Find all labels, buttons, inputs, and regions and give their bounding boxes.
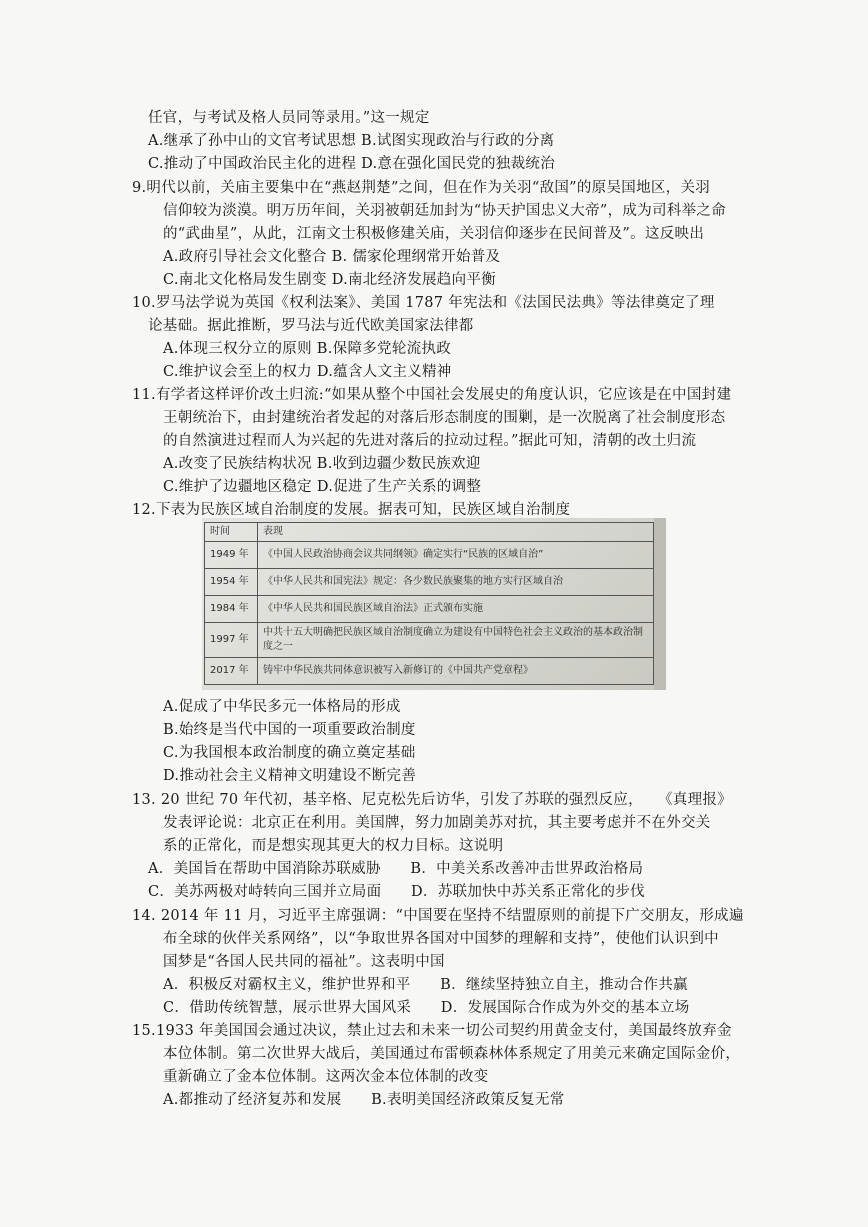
- table-header-row: [205, 523, 654, 542]
- table-row: [205, 658, 654, 685]
- table-header-cell: 表现: [258, 523, 654, 542]
- table-cell-event: 《中华人民共和国民族区域自治法》正式颁布实施: [258, 596, 654, 623]
- table-row: [205, 542, 654, 569]
- q12-option-b: B.始终是当代中国的一项重要政治制度: [163, 722, 416, 738]
- q8-options-cd: C.推动了中国政治民主化的进程 D.意在强化国民党的独裁统治: [148, 156, 556, 172]
- table-row: [205, 623, 654, 658]
- q9-stem-3: 的“武曲星”，从此，江南文士积极修建关庙，关羽信仰逐步在民间普及”。这反映出: [163, 226, 705, 242]
- q14-options-cd: C．借助传统智慧，展示世界大国风采 D．发展国际合作成为外交的基本立场: [163, 1000, 690, 1016]
- q13-stem-3: 系的正常化，而是想实现其更大的权力目标。这说明: [163, 838, 504, 854]
- q13-stem-1: 13. 20 世纪 70 年代初，基辛格、尼克松先后访华，引发了苏联的强烈反应， 《真理报》: [132, 792, 732, 808]
- table-cell-year: 1954 年: [205, 569, 258, 596]
- table-cell-year: 1949 年: [205, 542, 258, 569]
- table-cell-event: 《中华人民共和国宪法》规定：各少数民族聚集的地方实行区域自治: [258, 569, 654, 596]
- q15-stem-2: 本位体制。第二次世界大战后，美国通过布雷顿森林体系规定了用美元来确定国际金价，: [163, 1046, 741, 1062]
- q9-stem-2: 信仰较为淡漠。明万历年间，关羽被朝廷加封为“协天护国忠义大帝”，成为司科举之命: [163, 203, 727, 219]
- q13-options-cd: C．美苏两极对峙转向三国并立局面 D．苏联加快中苏关系正常化的步伐: [148, 884, 645, 900]
- table-cell-year: 2017 年: [205, 658, 258, 685]
- table-cell-year: 1984 年: [205, 596, 258, 623]
- q15-stem-3: 重新确立了金本位体制。这两次金本位体制的改变: [163, 1069, 489, 1085]
- q15-options-ab: A.都推动了经济复苏和发展 B.表明美国经济政策反复无常: [163, 1092, 565, 1108]
- q15-stem-1: 15.1933 年美国国会通过决议，禁止过去和未来一切公司契约用黄金支付，美国最终放弃金: [132, 1023, 732, 1039]
- q9-options-cd: C.南北文化格局发生剧变 D.南北经济发展趋向平衡: [163, 272, 497, 288]
- q14-stem-3: 国梦是“各国人民共同的福祉”。这表明中国: [163, 954, 445, 970]
- q8-stem-tail: 任官，与考试及格人员同等录用。”这一规定: [148, 110, 430, 126]
- q11-options-ab: A.改变了民族结构状况 B.收到边疆少数民族欢迎: [163, 456, 481, 472]
- table-cell-year: 1997 年: [205, 623, 258, 658]
- q10-options-cd: C.维护议会至上的权力 D.蕴含人文主义精神: [163, 364, 452, 380]
- q10-stem-2: 论基础。据此推断，罗马法与近代欧美国家法律都: [148, 318, 474, 334]
- q12-option-c: C.为我国根本政治制度的确立奠定基础: [163, 745, 416, 761]
- q14-stem-1: 14. 2014 年 11 月，习近平主席强调：“中国要在坚持不结盟原则的前提下广交朋友，形成遍: [132, 908, 744, 924]
- q12-option-a: A.促成了中华民多元一体格局的形成: [163, 699, 401, 715]
- q9-options-ab: A.政府引导社会文化整合 B. 儒家伦理纲常开始普及: [163, 249, 501, 265]
- q11-stem-1: 11.有学者这样评价改土归流:“如果从整个中国社会发展史的角度认识，它应该是在中国封建: [132, 387, 732, 403]
- photo-edge-shadow: [654, 518, 666, 690]
- q12-table-photo: [202, 518, 666, 690]
- autonomy-table: [204, 522, 654, 685]
- table-cell-event: 《中国人民政治协商会议共同纲领》确定实行“民族的区域自治”: [258, 542, 654, 569]
- table-cell-event: 中共十五大明确把民族区域自治制度确立为建设有中国特色社会主义政治的基本政治制度之一: [258, 623, 654, 658]
- q11-stem-2: 王朝统治下，由封建统治者发起的对落后形态制度的围剿，是一次脱离了社会制度形态: [163, 410, 726, 426]
- q8-options-ab: A.继承了孙中山的文官考试思想 B.试图实现政治与行政的分离: [148, 133, 555, 149]
- q12-stem: 12.下表为民族区域自治制度的发展。据表可知，民族区域自治制度: [132, 502, 571, 518]
- table-row: [205, 569, 654, 596]
- q10-options-ab: A.体现三权分立的原则 B.保障多党轮流执政: [163, 341, 452, 357]
- q13-stem-2: 发表评论说：北京正在利用。美国牌，努力加剧美苏对抗，其主要考虑并不在外交关: [163, 815, 711, 831]
- q14-stem-2: 布全球的伙伴关系网络”，以“争取世界各国对中国梦的理解和支持”，使他们认识到中: [163, 931, 719, 947]
- q11-stem-3: 的自然演进过程而人为兴起的先进对落后的拉动过程。”据此可知，清朝的改土归流: [163, 433, 697, 449]
- q10-stem-1: 10.罗马法学说为英国《权利法案》、美国 1787 年宪法和《法国民法典》等法律奠定了理: [132, 295, 715, 311]
- q9-stem-1: 9.明代以前，关庙主要集中在“燕赵荆楚”之间，但在作为关羽“敌国”的原吴国地区，关羽: [132, 180, 711, 196]
- q13-options-ab: A．美国旨在帮助中国消除苏联威胁 B．中美关系改善冲击世界政治格局: [148, 861, 644, 877]
- table-row: [205, 596, 654, 623]
- q14-options-ab: A．积极反对霸权主义，维护世界和平 B．继续坚持独立自主，推动合作共赢: [163, 977, 688, 993]
- q11-options-cd: C.维护了边疆地区稳定 D.促进了生产关系的调整: [163, 479, 482, 495]
- table-cell-event: 铸牢中华民族共同体意识被写入新修订的《中国共产党章程》: [258, 658, 654, 685]
- table-header-cell: 时间: [205, 523, 258, 542]
- q12-option-d: D.推动社会主义精神文明建设不断完善: [163, 768, 417, 784]
